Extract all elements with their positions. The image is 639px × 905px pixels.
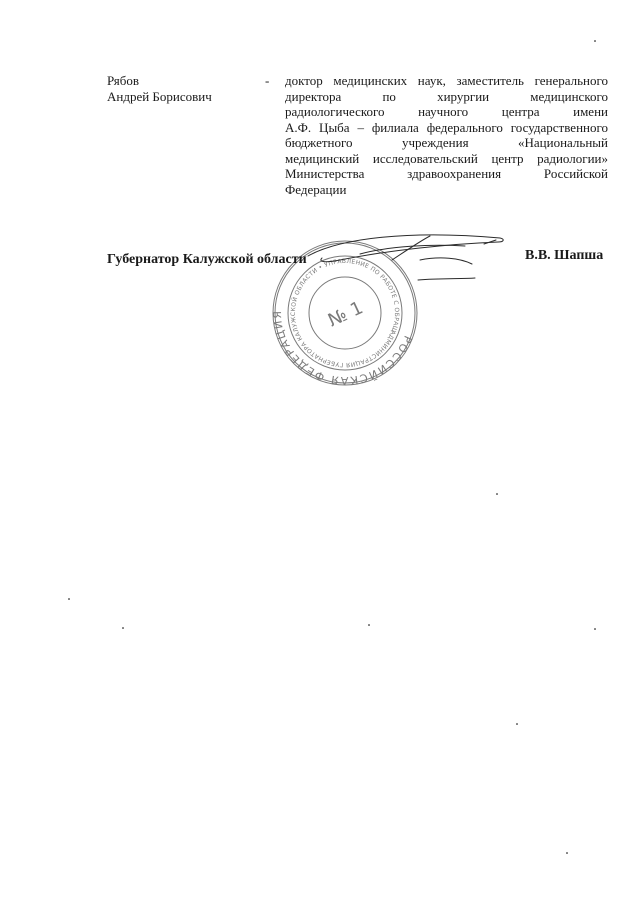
handwritten-signature [300,224,520,284]
seal-outer-text: РОССИЙСКАЯ ФЕДЕРАЦИЯ [270,309,415,388]
separator-dash: - [265,73,270,88]
scan-speck [68,598,70,600]
description-line: доктор медицинских наук, заместитель генерального [285,73,608,88]
signer-name: В.В. Шапша [525,248,604,263]
member-description [285,73,608,197]
description-line: радиологического научного центра имени [285,104,608,119]
signer-position: Губернатор Калужской области [107,252,307,267]
description-line: Министерства здравоохранения Российской [285,166,608,181]
member-surname: Рябов [107,73,139,88]
scan-speck [594,40,596,42]
member-name [107,73,257,105]
scan-speck [566,852,568,854]
description-line: директора по хирургии медицинского [285,88,608,104]
scan-speck [516,723,518,725]
seal-inner-text: АДМИНИСТРАЦИЯ ГУБЕРНАТОРА КАЛУЖСКОЙ ОБЛАСТИ • УПРАВЛЕНИЕ ПО РАБОТЕ С ОБРАЩЕНИЯМИ [289,257,401,369]
seal-number: № 1 [324,297,367,332]
scan-speck [122,627,124,629]
description-line: медицинский исследовательский центр радиологии» [285,150,608,166]
scan-speck [368,624,370,626]
description-line: бюджетного учреждения «Национальный [285,135,608,150]
description-line: А.Ф. Цыба – филиала федерального государственного [285,119,608,135]
scan-speck [594,628,596,630]
scan-speck [496,493,498,495]
member-given-names: Андрей Борисович [107,89,212,104]
description-line: Федерации [285,181,347,197]
